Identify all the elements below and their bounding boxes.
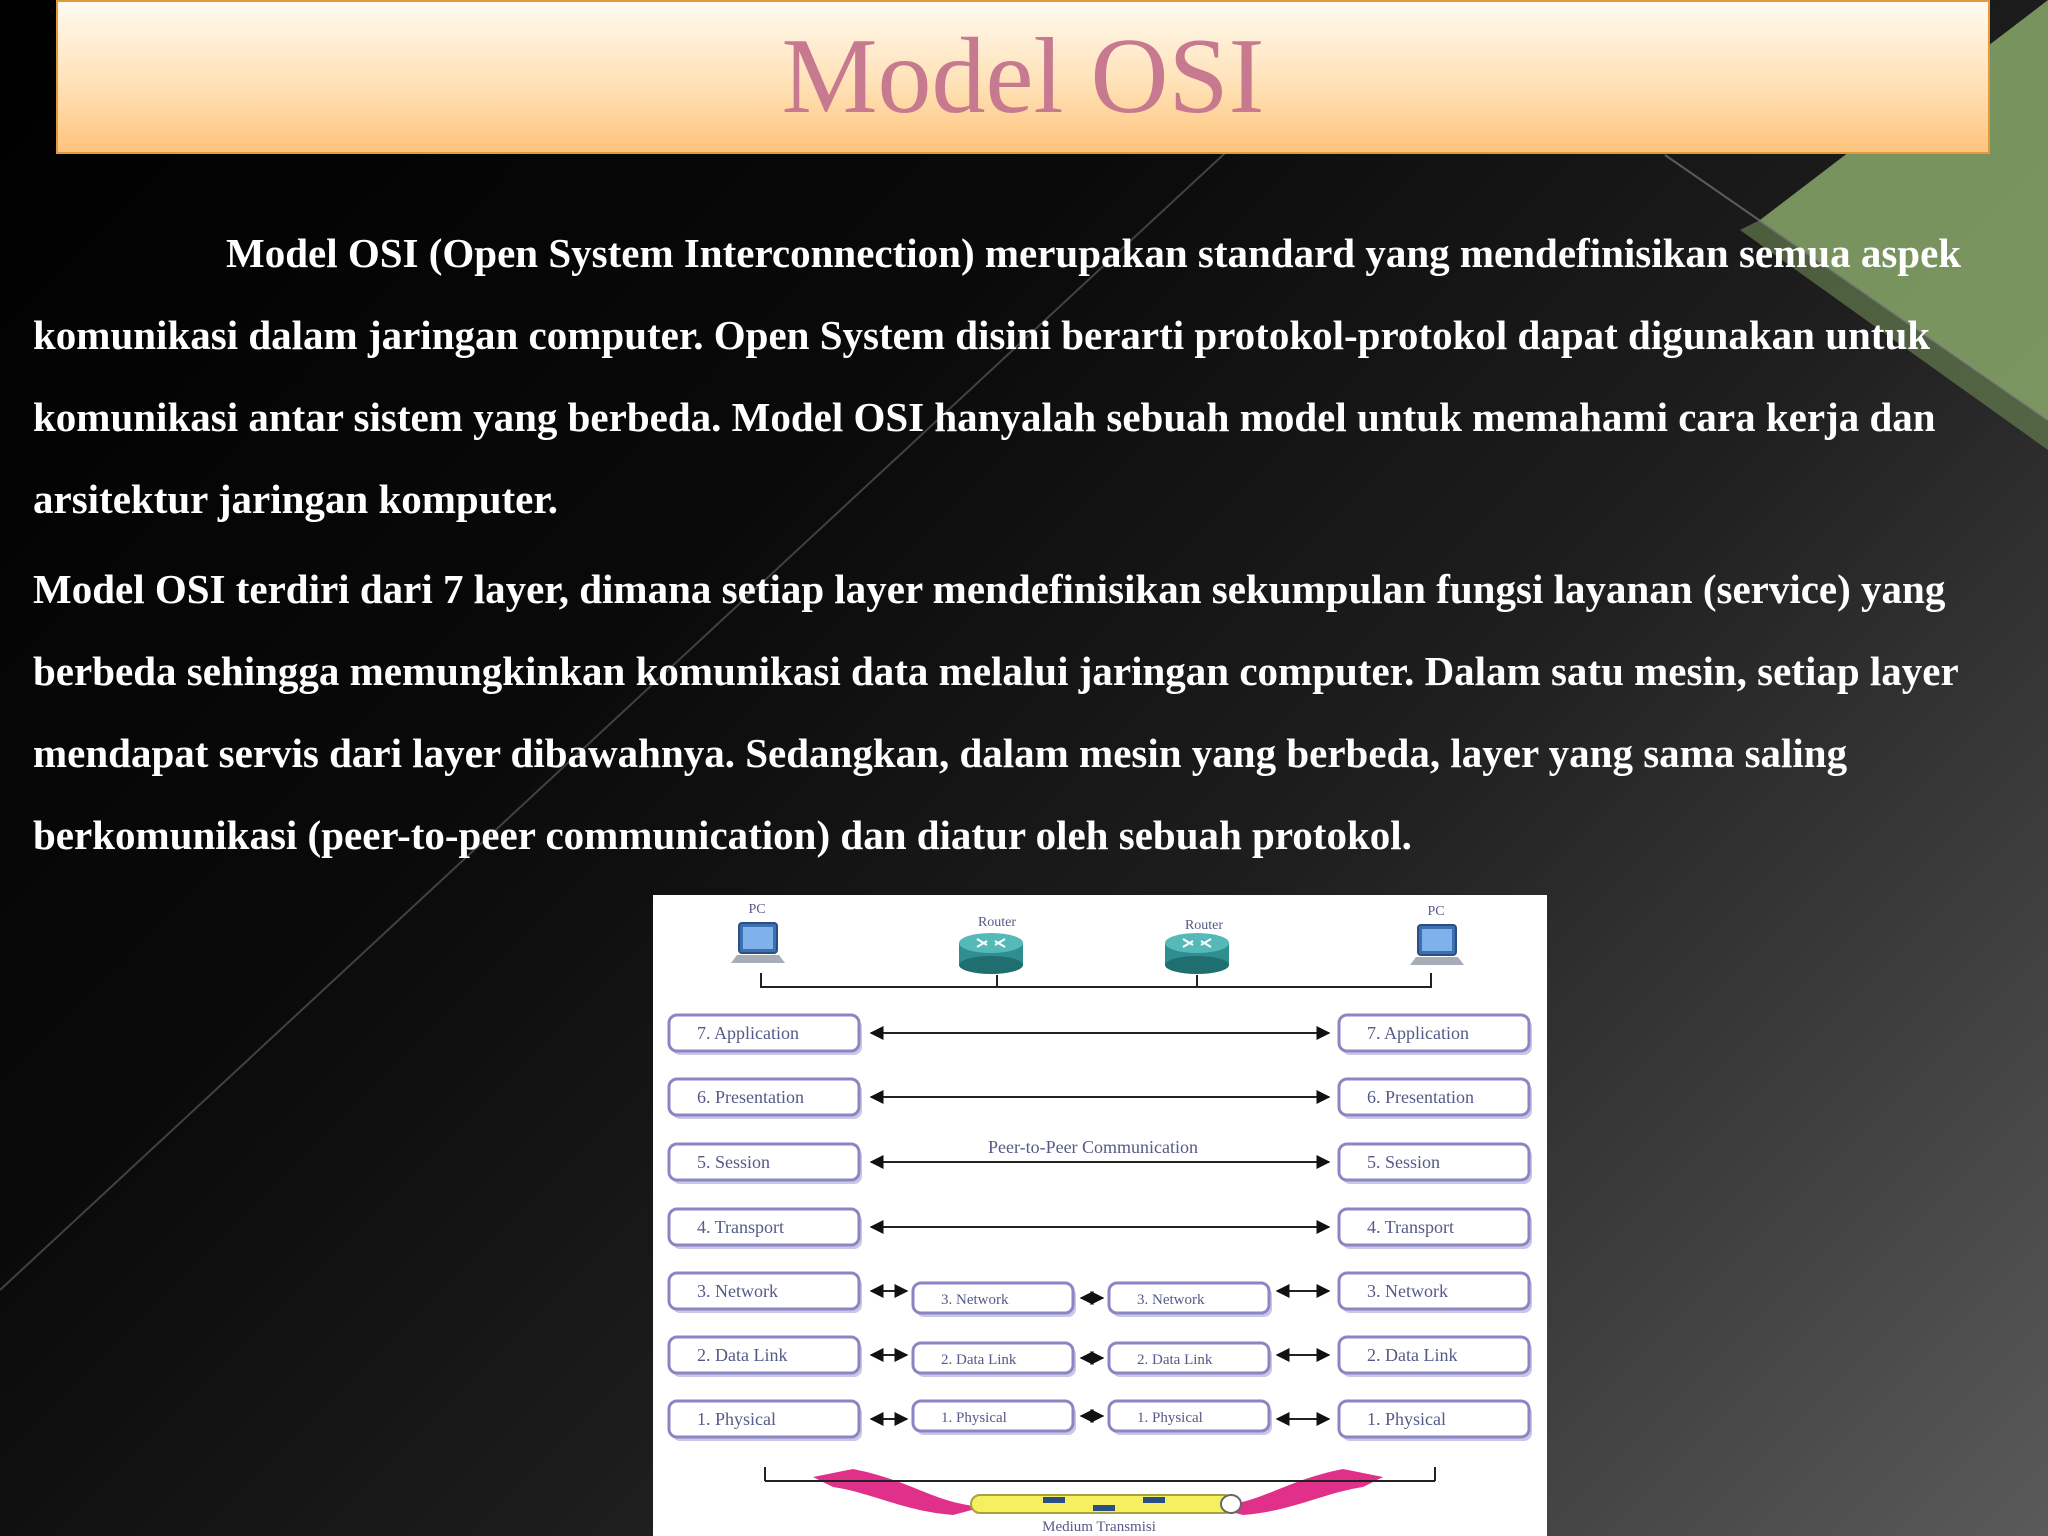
layer-box-right	[1339, 1144, 1532, 1184]
layer-label: 2. Data Link	[941, 1352, 1017, 1368]
layer-label: 3. Network	[697, 1281, 778, 1301]
layer-label: 3. Network	[1137, 1292, 1205, 1308]
layer-label: 1. Physical	[697, 1409, 776, 1429]
layer-box-right	[1339, 1015, 1532, 1055]
layer-box-left	[669, 1079, 862, 1119]
pc-icon	[1410, 925, 1464, 965]
layer-label: 7. Application	[697, 1023, 799, 1043]
medium-label: Medium Transmisi	[1042, 1519, 1156, 1535]
layer-box-right	[1339, 1401, 1532, 1441]
osi-diagram-svg	[653, 895, 1547, 1536]
layer-label: 3. Network	[941, 1292, 1009, 1308]
pc-right-label: PC	[1427, 904, 1445, 919]
layer-label: 2. Data Link	[697, 1345, 788, 1365]
layer-box-router-right	[1109, 1343, 1272, 1377]
layer-label: 6. Presentation	[697, 1087, 804, 1107]
page-title: Model OSI	[781, 17, 1265, 136]
layer-box-right	[1339, 1337, 1532, 1377]
layer-box-left	[669, 1337, 862, 1377]
layer-box-left	[669, 1273, 862, 1313]
peer-label: Peer-to-Peer Communication	[987, 1137, 1199, 1157]
pc-left-label: PC	[748, 902, 766, 917]
layer-label: 4. Transport	[1367, 1217, 1455, 1237]
router-icon	[959, 933, 1023, 974]
layer-label: 1. Physical	[1367, 1409, 1446, 1429]
layer-label: 4. Transport	[697, 1217, 785, 1237]
layer-box-left	[669, 1144, 862, 1184]
layer-box-router-left	[913, 1401, 1076, 1435]
osi-diagram	[653, 895, 1547, 1536]
layer-label: 5. Session	[1367, 1152, 1441, 1172]
layer-label: 2. Data Link	[1367, 1345, 1458, 1365]
layer-stacks	[669, 1015, 1532, 1441]
layer-box-right	[1339, 1079, 1532, 1119]
layer-box-left	[669, 1209, 862, 1249]
layer-label: 1. Physical	[1137, 1410, 1203, 1426]
layer-box-left	[669, 1015, 862, 1055]
layer-label: 7. Application	[1367, 1023, 1469, 1043]
router-left-label: Router	[977, 915, 1017, 930]
paragraph-1: Model OSI (Open System Interconnection) merupakan standard yang mendefinisikan semua aspek komunikasi dalam jaringan computer. Open System disini berarti protokol-protokol dapat digunakan untuk komunikasi antar sistem yang berbeda. Model OSI hanyalah sebuah model untuk memahami cara kerja dan arsitektur jaringan komputer.	[33, 230, 1962, 522]
layer-box-right	[1339, 1209, 1532, 1249]
layer-label: 1. Physical	[941, 1410, 1007, 1426]
layer-box-router-right	[1109, 1283, 1272, 1317]
network-bus	[761, 973, 1431, 987]
router-right-label: Router	[1184, 918, 1224, 933]
layer-label: 5. Session	[697, 1152, 771, 1172]
router-icon	[1165, 933, 1229, 974]
layer-box-right	[1339, 1273, 1532, 1313]
pc-icon	[731, 923, 785, 963]
layer-label: 3. Network	[1367, 1281, 1448, 1301]
layer-box-router-left	[913, 1343, 1076, 1377]
medium-transmission	[765, 1467, 1435, 1515]
body-text	[33, 212, 2023, 876]
layer-box-router-right	[1109, 1401, 1272, 1435]
layer-box-router-left	[913, 1283, 1076, 1317]
title-bar	[56, 0, 1990, 154]
layer-box-left	[669, 1401, 862, 1441]
layer-label: 6. Presentation	[1367, 1087, 1474, 1107]
layer-label: 2. Data Link	[1137, 1352, 1213, 1368]
paragraph-2: Model OSI terdiri dari 7 layer, dimana setiap layer mendefinisikan sekumpulan fungsi layanan (service) yang berbeda sehingga memungkinkan komunikasi data melalui jaringan computer. Dalam satu mesin, setiap layer mendapat servis dari layer dibawahnya. Sedangkan, dalam mesin yang berbeda, layer yang sama saling berkomunikasi (peer-to-peer communication) dan diatur oleh sebuah protokol.	[33, 566, 1958, 858]
